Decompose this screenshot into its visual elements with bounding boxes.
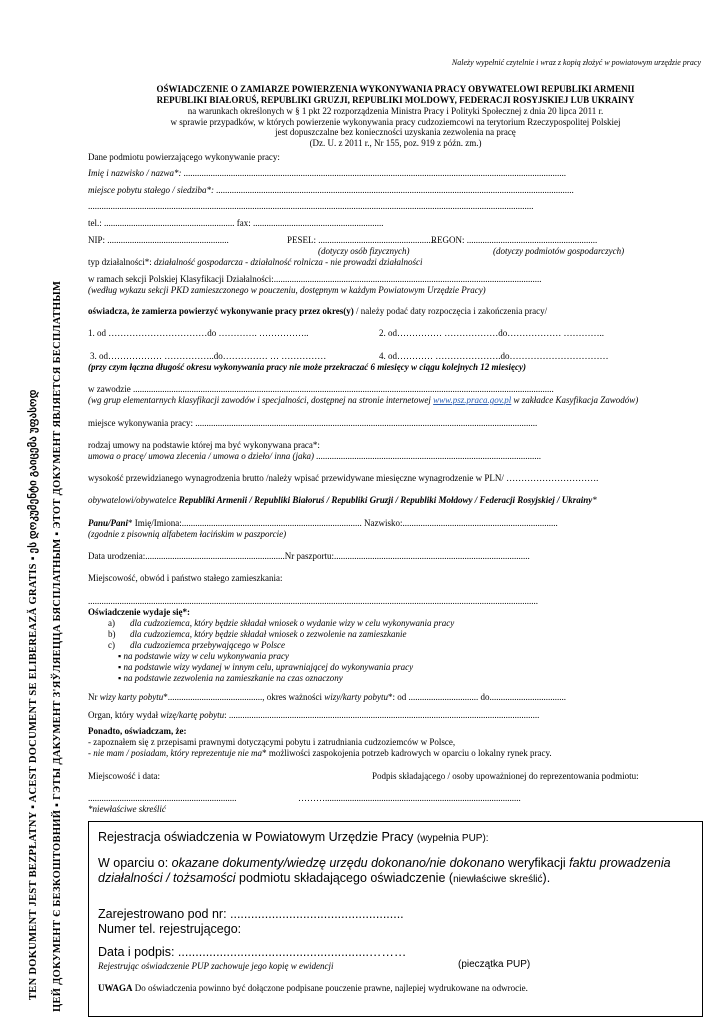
registration-title bbox=[98, 830, 489, 846]
regon-note: (dotyczy podmiotów gospodarczych) bbox=[493, 246, 625, 256]
period-limit-note: (przy czym łączna długość okresu wykonywania pracy nie może przekraczać 6 miesięcy w ciągu kolejnych 12 miesięcy) bbox=[88, 362, 526, 372]
place-of-residence-field[interactable]: ........................................................................................................................................................................................................ bbox=[88, 596, 538, 606]
citizenship-prefix: obywatelowi/obywatelce bbox=[88, 495, 179, 505]
suboption-1-label: na podstawie wizy w celu wykonywania pracy bbox=[123, 651, 289, 661]
issuing-authority-field[interactable] bbox=[88, 710, 539, 721]
authority-dots: : .......................................................................................................................................... bbox=[224, 710, 540, 720]
name-field[interactable]: Imię i nazwisko / nazwa*: .......................................................................................................................................................................... bbox=[88, 168, 567, 178]
verification-mid: weryfikacji bbox=[504, 856, 570, 870]
visa-nr-label: Nr bbox=[88, 692, 100, 702]
suboption-3-label: na podstawie zezwolenia na zamieszkanie na czas oznaczony bbox=[123, 673, 343, 683]
issued-for-heading: Oświadczenie wydaje się*: bbox=[88, 607, 190, 617]
warning-text: Do oświadczenia powinno być dołączone podpisane pouczenie prawne, najlepiej wydrukowane na odwrocie. bbox=[132, 983, 528, 993]
bullet-icon: ▪ bbox=[118, 651, 124, 661]
declaration-periods bbox=[88, 306, 547, 317]
verification-fact: faktu prowadzenia bbox=[569, 856, 671, 870]
pkd-section-note: (według wykazu sekcji PKD zamieszczonego w pouczeniu, dostępnym w każdym Powiatowym Urzędzie Pracy) bbox=[88, 285, 486, 295]
further-declaration-heading: Ponadto, oświadczam, że: bbox=[88, 726, 187, 736]
declaration-periods-bold: oświadcza, że zamierza powierzyć wykonywanie pracy przez okres(y) bbox=[88, 306, 354, 316]
pesel-note: (dotyczy osób fizycznych) bbox=[318, 246, 410, 256]
psz-website-link[interactable]: www.psz.praca.gov.pl bbox=[433, 395, 512, 405]
activity-type-label: typ działalności*: bbox=[88, 257, 154, 267]
option-b-letter: b) bbox=[108, 629, 116, 639]
option-c[interactable]: dla cudzoziemca przebywającego w Polsce bbox=[130, 640, 285, 650]
title-line-5: jest dopuszczalne bez konieczności uzyskania zezwolenia na pracę bbox=[275, 127, 516, 137]
suboption-2-label: na podstawie wizy wydanej w innym celu, uprawniającej do wykonywania pracy bbox=[123, 662, 414, 672]
foreigner-name-dots: * Imię/Imiona:................................................................................ Nazwisko:..................................................................... bbox=[128, 518, 558, 528]
citizenship-line bbox=[88, 495, 597, 506]
foreigner-title: Panu/Pani bbox=[88, 518, 129, 528]
further-declaration-2-options: nie mam / posiadam, który reprezentuje nie ma bbox=[93, 748, 263, 758]
dash: - bbox=[88, 748, 94, 758]
suboption-3[interactable] bbox=[118, 673, 343, 684]
salary-field[interactable]: wysokość przewidzianego wynagrodzenia brutto /należy wpisać przewidywane miesięczne wynagrodzenie w PLN/ …………………………. bbox=[88, 473, 599, 483]
further-declaration-2-rest: * możliwości zaspokojenia potrzeb kadrowych w oparciu o lokalny rynek pracy. bbox=[262, 748, 552, 758]
visa-doc-label-2: wizy/karty pobytu bbox=[324, 692, 388, 702]
verification-line-1 bbox=[98, 856, 671, 871]
verification-subject: podmiotu składającego oświadczenie ( bbox=[235, 871, 454, 885]
side-text-column-1: TEN DOKUMENT JEST BEZPŁATNY ▪ ACEST DOCUMENT SE ELIBEREAZĂ GRATIS ▪ ეს დოკუმენტი გაიცემა უფასოდ bbox=[28, 389, 39, 1000]
signature-label: Podpis składającego / osoby upoważnionej do reprezentowania podmiotu: bbox=[372, 771, 639, 781]
occupation-field[interactable]: w zawodzie ........................................................................................................................................................................................... bbox=[88, 384, 554, 394]
bullet-icon: ▪ bbox=[118, 662, 124, 672]
citizenship-suffix: * bbox=[592, 495, 597, 505]
title-line-2: REPUBLIKI BIAŁORUŚ, REPUBLIKI GRUZJI, REPUBLIKI MOLDOWY, FEDERACJI ROSYJSKIEJ LUB UKRAINY bbox=[156, 95, 635, 105]
visa-number-field[interactable] bbox=[88, 692, 566, 703]
suboption-1[interactable] bbox=[118, 651, 289, 662]
bullet-icon: ▪ bbox=[118, 673, 124, 683]
birth-passport-field[interactable]: Data urodzenia:..............................................................Nr paszportu:....................................................................................... bbox=[88, 551, 530, 561]
citizenship-countries: Republiki Armenii / Republiki Białoruś / Republiki Gruzji / Republiki Mołdowy / Federacji Rosyjskiej / Ukrainy bbox=[178, 495, 593, 505]
foreigner-name-field[interactable] bbox=[88, 518, 558, 529]
residence-continuation-field[interactable]: ...................................................................................................................................................................................................... bbox=[88, 201, 534, 211]
occupation-note-start: (wg grup elementarnych klasyfikacji zawodów i specjalności, dostępnej na stronie internetowej bbox=[88, 395, 434, 405]
verification-options: okazane dokumenty/wiedzę urzędu dokonano/nie dokonano bbox=[171, 856, 505, 870]
period-1-field[interactable]: 1. od ……………………………do …………. …………….. bbox=[88, 328, 309, 338]
pkd-section-field[interactable]: w ramach sekcji Polskiej Klasyfikacji Działalności:....................................................................................................................... bbox=[88, 274, 542, 284]
nip-field[interactable]: NIP: ...................................................... bbox=[88, 235, 229, 245]
side-text-column-2: ЦЕЙ ДОКУМЕНТ Є БЕЗКОШТОВНИЙ ▪ ГЭТЫ ДАКУМЕНТ З'ЯЎЛЯЕЦЦА БЯСПЛАТНЫМ ▪ ЭТОТ ДОКУМЕНТ ЯВЛЯЕТСЯ БЕСПЛАТНЫМ bbox=[52, 280, 63, 1012]
verification-prefix: W oparciu o: bbox=[98, 856, 172, 870]
period-2-field[interactable]: 2. od…………… ………………do……………… ………….. bbox=[379, 328, 604, 338]
employer-data-heading: Dane podmiotu powierzającego wykonywanie pracy: bbox=[88, 152, 280, 162]
activity-type-field[interactable] bbox=[88, 257, 423, 268]
latin-spelling-note: (zgodnie z pisownią alfabetem łacińskim w paszporcie) bbox=[88, 529, 287, 539]
activity-type-options: działalność gospodarcza - działalność rolnicza - nie prowadzi działalności bbox=[153, 257, 423, 267]
title-line-1: OŚWIADCZENIE O ZAMIARZE POWIERZENIA WYKONYWANIA PRACY OBYWATELOWI REPUBLIKI ARMENII bbox=[156, 84, 635, 94]
residence-field[interactable]: miejsce pobytu stałego / siedziba*: ............................................................................................................................................................... bbox=[88, 185, 574, 195]
top-note: Należy wypełnić czytelnie i wraz z kopią złożyć w powiatowym urzędzie pracy bbox=[451, 58, 701, 67]
option-b[interactable]: dla cudzoziemca, który będzie składał wniosek o zezwolenie na zamieszkanie bbox=[130, 629, 407, 639]
title-line-4: w sprawie przypadków, w których powierzenie wykonywania pracy cudzoziemcowi na terytorium Rzeczypospolitej Polskiej bbox=[170, 117, 621, 127]
contract-type-field[interactable]: umowa o pracę/ umowa zlecenia / umowa o dzieło/ inna (jaka) .................................................................................................... bbox=[88, 451, 542, 461]
regon-field[interactable]: REGON: .......................................................... bbox=[431, 235, 598, 245]
phone-fax-field[interactable]: tel.: .......................................................... fax: .......................................................... bbox=[88, 218, 384, 228]
occupation-note bbox=[88, 395, 638, 406]
further-declaration-1: - zapoznałem się z przepisami prawnymi dotyczącymi pobytu i zatrudniania cudzoziemców w Polsce, bbox=[88, 737, 456, 747]
further-declaration-2 bbox=[88, 748, 552, 759]
date-signature-field[interactable]: Data i podpis: .......................................................……… bbox=[98, 945, 407, 959]
place-date-field[interactable]: .................................................................. bbox=[88, 793, 237, 803]
pup-stamp-label: (pieczątka PUP) bbox=[458, 959, 531, 970]
pup-registration-box bbox=[88, 821, 703, 1017]
place-of-residence-label: Miejscowość, obwód i państwo stałego zamieszkania: bbox=[88, 573, 283, 583]
strike-note: *niewłaściwe skreślić bbox=[88, 804, 166, 814]
period-4-field[interactable]: 4. od………… ………………….do…………………………… bbox=[379, 351, 609, 361]
verification-end: ). bbox=[542, 871, 551, 885]
place-date-label: Miejscowość i data: bbox=[88, 771, 160, 781]
contract-type-label: rodzaj umowy na podstawie której ma być wykonywana praca*: bbox=[88, 440, 320, 450]
authority-doc-label: wizę/kartę pobytu bbox=[160, 710, 225, 720]
option-a-letter: a) bbox=[108, 618, 115, 628]
visa-dates: *: od ............................... do.................................. bbox=[387, 692, 566, 702]
registration-title-main: Rejestracja oświadczenia w Powiatowym Urzędzie Pracy bbox=[98, 830, 417, 844]
registration-title-note: (wypełnia PUP): bbox=[416, 833, 489, 844]
visa-doc-label: wizy karty pobytu bbox=[99, 692, 164, 702]
warning-note bbox=[98, 983, 528, 994]
pesel-field[interactable]: PESEL: .................................................... bbox=[287, 235, 436, 245]
signature-field[interactable]: ………....................................................................................... bbox=[298, 793, 521, 803]
registrar-phone-field[interactable]: Numer tel. rejestrującego: bbox=[98, 922, 242, 936]
option-c-letter: c) bbox=[108, 640, 115, 650]
period-3-field[interactable]: 3. od……………… ……………..do…………… … …………… bbox=[90, 351, 327, 361]
verification-strike-note: niewłaściwe skreślić bbox=[453, 874, 543, 885]
option-a[interactable]: dla cudzoziemca, który będzie składał wniosek o wydanie wizy w celu wykonywania pracy bbox=[130, 618, 455, 628]
registration-number-field[interactable]: Zarejestrowano pod nr: .................................................. bbox=[98, 907, 404, 921]
title-line-6: (Dz. U. z 2011 r., Nr 155, poz. 919 z późn. zm.) bbox=[309, 138, 482, 148]
warning-label: UWAGA bbox=[98, 983, 133, 993]
copy-note: Rejestrując oświadczenie PUP zachowuje jego kopię w ewidencji bbox=[98, 961, 334, 971]
declaration-periods-rest: / należy podać daty rozpoczęcia i zakończenia pracy/ bbox=[353, 306, 548, 316]
title-line-3: na warunkach określonych w § 1 pkt 22 rozporządzenia Ministra Pracy i Polityki Społecznej z dnia 20 lipca 2011 r. bbox=[187, 106, 604, 116]
occupation-note-end: w zakładce Kasyfikacja Zawodów) bbox=[511, 395, 639, 405]
visa-validity-label: *.........................................., okres ważności bbox=[163, 692, 325, 702]
workplace-field[interactable]: miejsce wykonywania pracy: ........................................................................................................................................................ bbox=[88, 418, 538, 428]
verification-line-2 bbox=[98, 871, 550, 887]
verification-scope: działalności / tożsamości bbox=[98, 871, 236, 885]
suboption-2[interactable] bbox=[118, 662, 413, 673]
authority-label: Organ, który wydał bbox=[88, 710, 161, 720]
